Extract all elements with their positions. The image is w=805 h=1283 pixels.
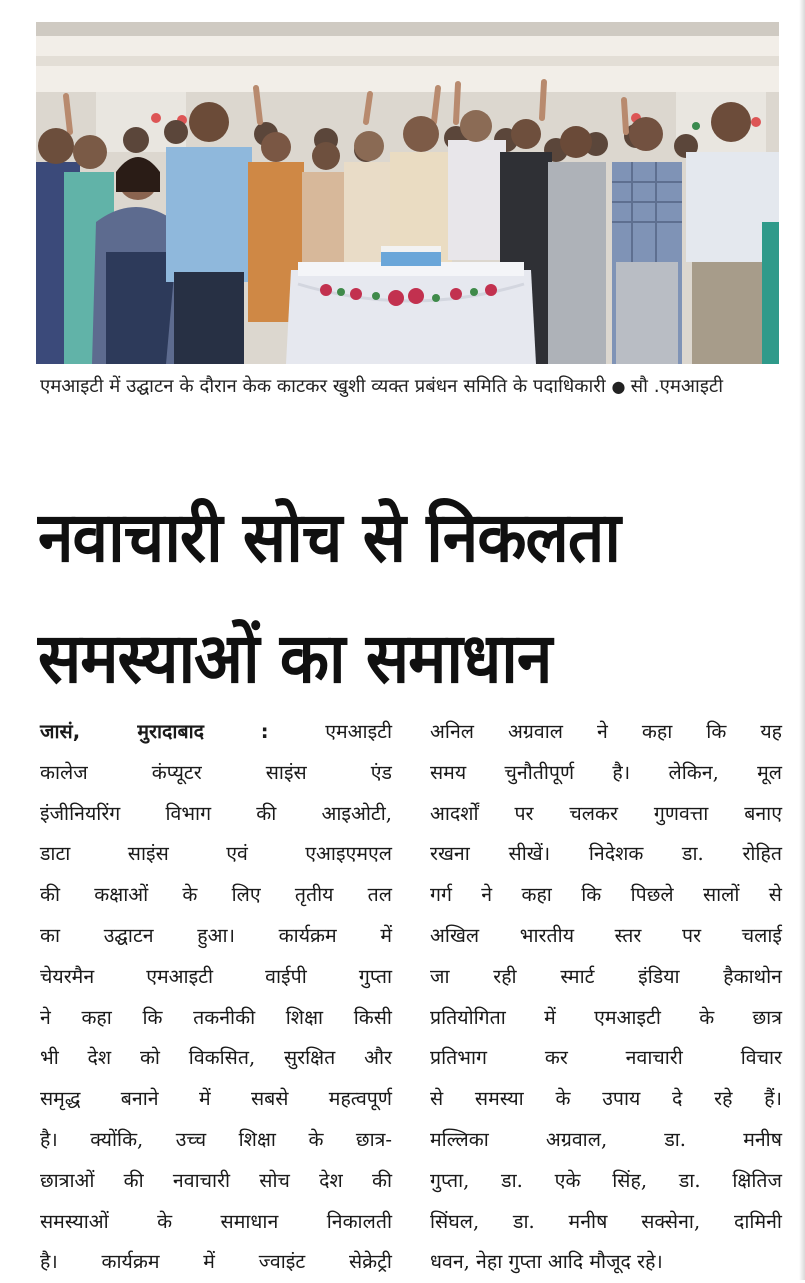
article-line: कालेज कंप्यूटर साइंस एंड	[40, 760, 392, 784]
page-edge-shadow	[799, 0, 805, 1280]
article-line: प्रतियोगिता में एमआइटी के छात्र	[430, 1005, 782, 1029]
dateline: जासं, मुरादाबाद	[40, 720, 205, 743]
article-line: छात्राओं की नवाचारी सोच देश की	[40, 1168, 392, 1192]
bullet-icon: ●	[611, 377, 631, 396]
article-column-right	[430, 712, 782, 1283]
article-column-left	[40, 712, 392, 1283]
article-line: समस्याओं के समाधान निकालती	[40, 1209, 392, 1233]
article-line: मल्लिका अग्रवाल, डा. मनीष	[430, 1127, 782, 1151]
article-line: की कक्षाओं के लिए तृतीय तल	[40, 883, 392, 907]
headline-line-1: नवाचारी सोच से निकलता	[38, 498, 620, 579]
article-line: धवन, नेहा गुप्ता आदि मौजूद रहे।	[430, 1250, 663, 1274]
headline	[38, 478, 783, 720]
article-line: प्रतिभाग कर नवाचारी विचार	[430, 1046, 782, 1070]
group-photo-illustration	[36, 22, 779, 364]
article-line: से समस्या के उपाय दे रहे हैं।	[430, 1087, 782, 1111]
article-line: का उद्घाटन हुआ। कार्यक्रम में	[40, 923, 392, 947]
article-line: सिंघल, डा. मनीष सक्सेना, दामिनी	[430, 1209, 782, 1233]
caption-text: एमआइटी में उद्घाटन के दौरान केक काटकर खुशी व्यक्त प्रबंधन समिति के पदाधिकारी	[40, 376, 606, 397]
article-line: है। क्योंकि, उच्च शिक्षा के छात्र-	[40, 1127, 392, 1151]
article-line: समृद्ध बनाने में सबसे महत्वपूर्ण	[40, 1087, 392, 1111]
article-line	[40, 712, 392, 753]
article-line: आदर्शों पर चलकर गुणवत्ता बनाए	[430, 801, 782, 825]
article-line: इंजीनियरिंग विभाग की आइओटी,	[40, 801, 392, 825]
article-line: गर्ग ने कहा कि पिछले सालों से	[430, 883, 782, 907]
article-line: अखिल भारतीय स्तर पर चलाई	[430, 923, 782, 947]
article-line: डाटा साइंस एवं एआइएमएल	[40, 842, 392, 866]
headline-line-2: समस्याओं का समाधान	[38, 619, 552, 700]
news-photo	[36, 22, 779, 364]
article-line: रखना सीखें। निदेशक डा. रोहित	[430, 842, 782, 866]
article-line: भी देश को विकसित, सुरक्षित और	[40, 1046, 392, 1070]
dateline-separator: :	[260, 720, 269, 743]
article-line: अनिल अग्रवाल ने कहा कि यह	[430, 720, 782, 743]
article-line: समय चुनौतीपूर्ण है। लेकिन, मूल	[430, 760, 782, 784]
article-line: है। कार्यक्रम में ज्वाइंट सेक्रेट्री	[40, 1250, 392, 1274]
article-line-text: एमआइटी	[325, 720, 393, 743]
photo-credit: सौ .एमआइटी	[630, 376, 724, 397]
article-line: गुप्ता, डा. एके सिंह, डा. क्षितिज	[430, 1168, 782, 1192]
article-line: जा रही स्मार्ट इंडिया हैकाथोन	[430, 964, 782, 988]
article-line: ने कहा कि तकनीकी शिक्षा किसी	[40, 1005, 392, 1029]
article-line: चेयरमैन एमआइटी वाईपी गुप्ता	[40, 964, 392, 988]
photo-caption	[40, 372, 740, 402]
